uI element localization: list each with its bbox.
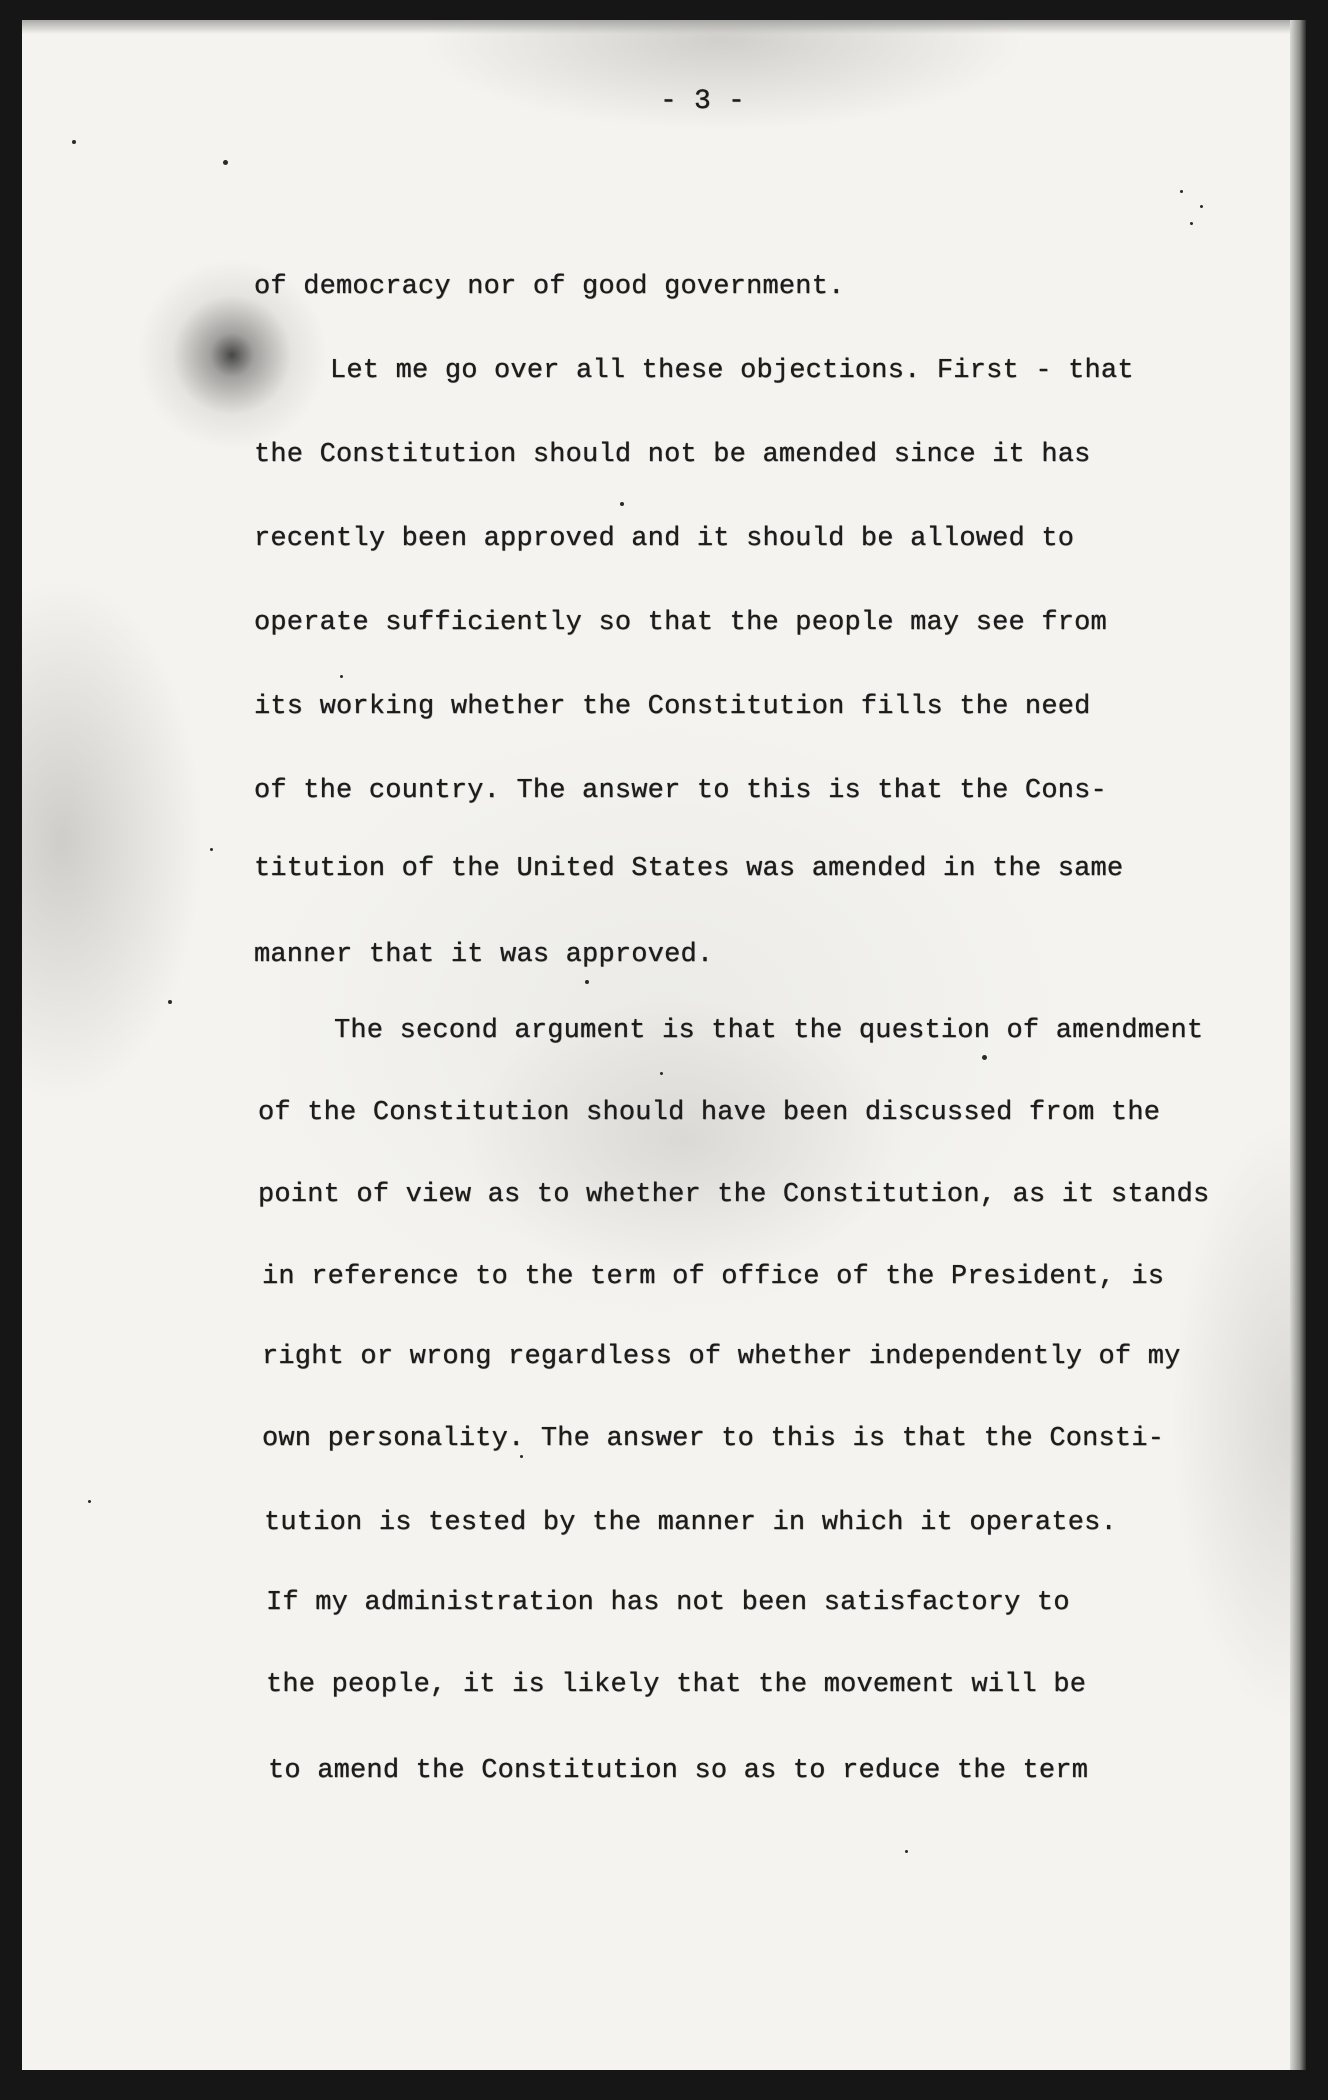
text-line: the Constitution should not be amended since it has [254,440,1091,470]
dust-speck [660,1072,663,1075]
dust-speck [223,160,228,165]
text-line: its working whether the Constitution fills the need [254,692,1091,722]
dust-speck [168,1000,172,1004]
dust-speck [982,1055,987,1060]
dust-speck [1200,205,1203,208]
paper-top-edge-shadow [22,20,1292,34]
text-line: Let me go over all these objections. First - that [330,356,1134,386]
text-line: The second argument is that the question of amendment [334,1016,1204,1046]
text-line: the people, it is likely that the movement will be [266,1670,1087,1700]
text-line: of democracy nor of good government. [254,272,845,302]
text-line: manner that it was approved. [254,940,714,970]
text-line: of the Constitution should have been discussed from the [258,1098,1161,1128]
page-number: - 3 - [660,86,746,117]
text-line: own personality. The answer to this is that the Consti- [262,1424,1165,1454]
text-line: in reference to the term of office of the President, is [262,1262,1165,1292]
text-line: point of view as to whether the Constitution, as it stands [258,1180,1210,1210]
dust-speck [620,502,624,506]
text-line: right or wrong regardless of whether independently of my [262,1342,1181,1372]
text-line: If my administration has not been satisfactory to [266,1588,1070,1618]
dust-speck [585,980,589,984]
paper-right-edge [1290,20,1306,2070]
dust-speck [1180,190,1183,193]
text-line: of the country. The answer to this is that the Cons- [254,776,1107,806]
text-line: operate sufficiently so that the people may see from [254,608,1107,638]
dust-speck [88,1500,91,1503]
text-line: titution of the United States was amended in the same [254,854,1124,884]
text-line: recently been approved and it should be allowed to [254,524,1075,554]
dust-speck [520,1455,523,1458]
text-line: tution is tested by the manner in which it operates. [264,1508,1117,1538]
dust-speck [905,1850,908,1853]
dust-speck [1190,222,1193,225]
dust-speck [72,140,76,144]
text-line: to amend the Constitution so as to reduce the term [268,1756,1089,1786]
dust-speck [340,675,343,678]
dust-speck [210,848,213,851]
